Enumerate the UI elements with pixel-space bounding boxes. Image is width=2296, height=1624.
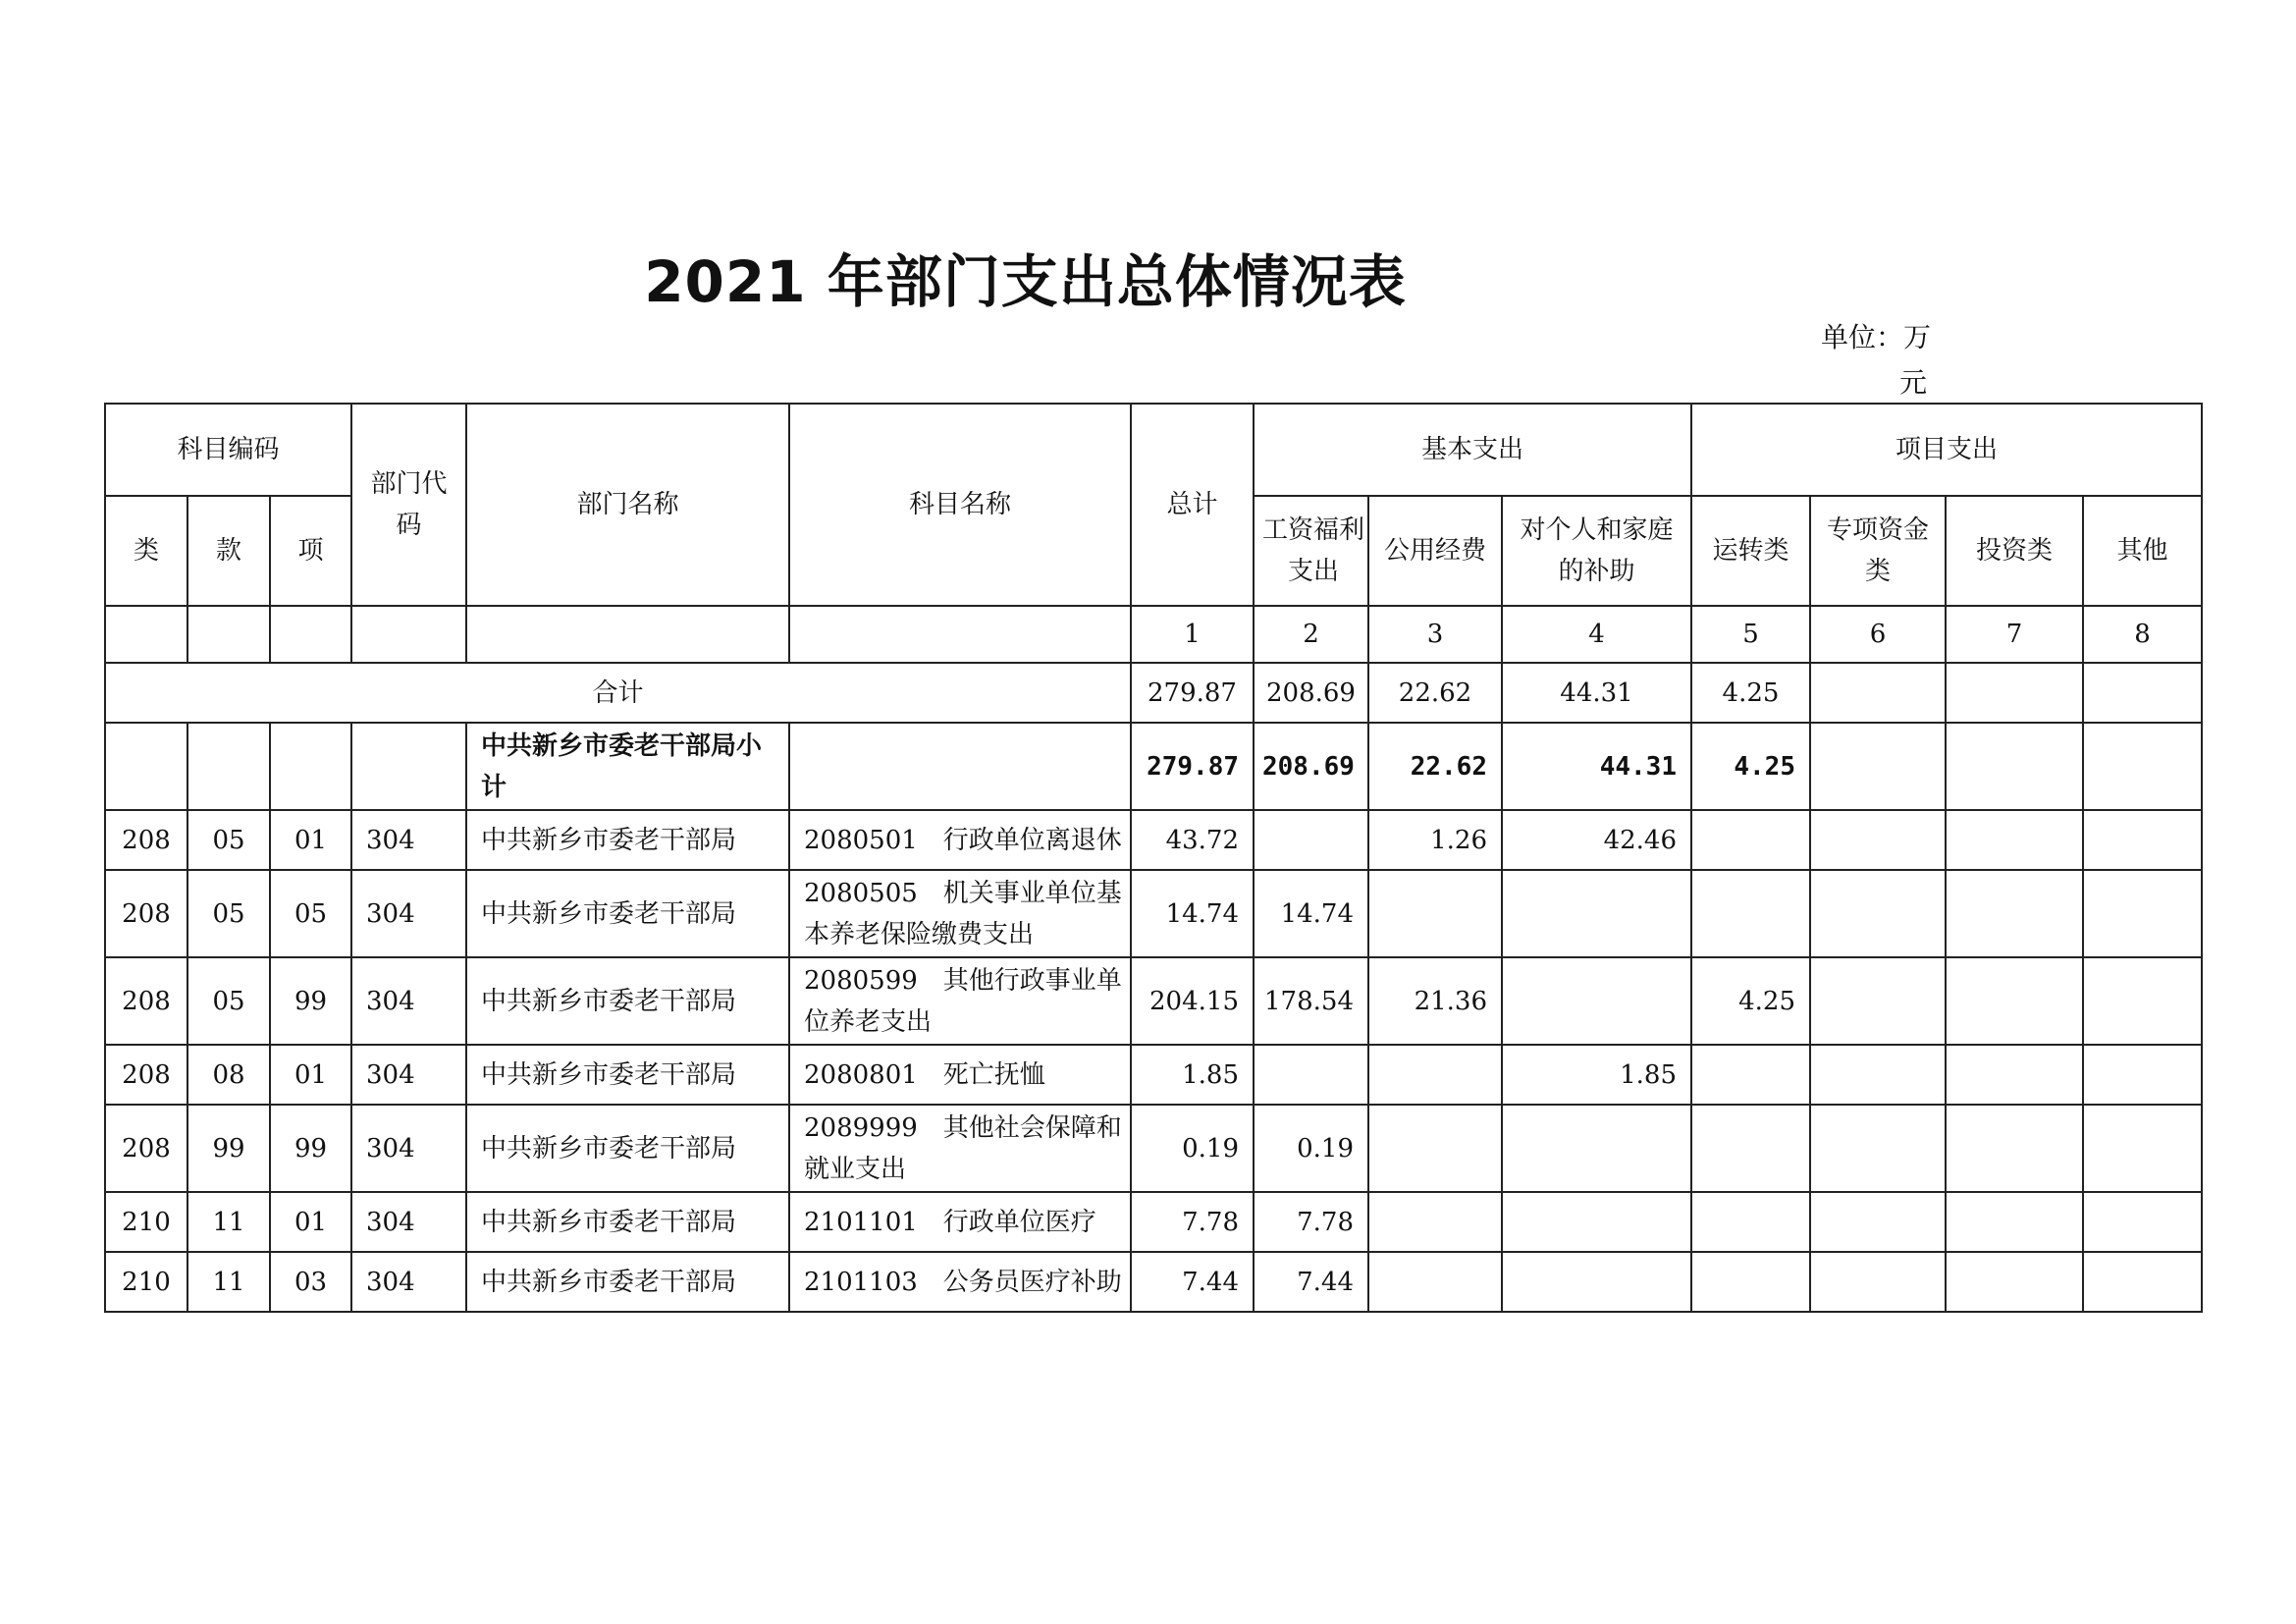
cell-lei: 208 (105, 1045, 187, 1105)
cell-lei: 208 (105, 810, 187, 870)
cell-salary: 0.19 (1254, 1105, 1368, 1192)
cell-kuan: 05 (187, 870, 270, 957)
cell-salary: 7.78 (1254, 1192, 1368, 1252)
header-row-1 (105, 404, 2202, 496)
cell-dept-name: 中共新乡市委老干部局 (466, 1192, 789, 1252)
cell-total: 0.19 (1131, 1105, 1254, 1192)
cell-operation (1691, 1252, 1810, 1312)
cell-operation (1691, 1045, 1810, 1105)
header-lei: 类 (105, 496, 187, 606)
cell-xiang: 03 (270, 1252, 351, 1312)
cell-kuan: 05 (187, 810, 270, 870)
cell-operation (1691, 810, 1810, 870)
cell-total: 14.74 (1131, 870, 1254, 957)
cell-dept-name: 中共新乡市委老干部局 (466, 870, 789, 957)
cell-salary (1254, 1045, 1368, 1105)
cell-operation (1691, 1105, 1810, 1192)
cell-personal (1502, 957, 1691, 1045)
header-subject-name: 科目名称 (789, 404, 1131, 606)
cell-subject-name: 2080801 死亡抚恤 (789, 1045, 1131, 1105)
cell-dept-code: 304 (351, 1045, 466, 1105)
header-public-funds: 公用经费 (1368, 496, 1502, 606)
cell-subject-name: 2089999 其他社会保障和就业支出 (789, 1105, 1131, 1192)
header-other: 其他 (2083, 496, 2202, 606)
header-basic-expenditure: 基本支出 (1254, 404, 1691, 496)
cell-dept-name: 中共新乡市委老干部局 (466, 957, 789, 1045)
cell-xiang: 99 (270, 1105, 351, 1192)
page-title: 2021 年部门支出总体情况表 (644, 248, 1407, 315)
cell-operation (1691, 1192, 1810, 1252)
subtotal-public: 22.62 (1368, 723, 1502, 810)
header-xiang: 项 (270, 496, 351, 606)
cell-public: 1.26 (1368, 810, 1502, 870)
subtotal-label: 中共新乡市委老干部局小计 (466, 723, 789, 810)
cell-dept-code: 304 (351, 1105, 466, 1192)
cell-lei: 208 (105, 1105, 187, 1192)
table-row (105, 1252, 2202, 1312)
table-row (105, 957, 2202, 1045)
index-cell: 2 (1254, 606, 1368, 663)
total-amount: 279.87 (1131, 663, 1254, 723)
expenditure-table (104, 403, 2203, 1313)
cell-total: 204.15 (1131, 957, 1254, 1045)
header-kuan: 款 (187, 496, 270, 606)
cell-total: 7.78 (1131, 1192, 1254, 1252)
cell-dept-name: 中共新乡市委老干部局 (466, 810, 789, 870)
cell-total: 7.44 (1131, 1252, 1254, 1312)
header-dept-code: 部门代码 (351, 404, 466, 606)
cell-kuan: 11 (187, 1192, 270, 1252)
cell-xiang: 01 (270, 810, 351, 870)
total-label: 合计 (105, 663, 1131, 723)
cell-subject-name: 2101101 行政单位医疗 (789, 1192, 1131, 1252)
cell-lei: 208 (105, 870, 187, 957)
cell-dept-code: 304 (351, 957, 466, 1045)
cell-dept-name: 中共新乡市委老干部局 (466, 1105, 789, 1192)
cell-salary: 14.74 (1254, 870, 1368, 957)
cell-kuan: 99 (187, 1105, 270, 1192)
cell-dept-code: 304 (351, 870, 466, 957)
header-personal-subsidy: 对个人和家庭的补助 (1502, 496, 1691, 606)
subtotal-operation: 4.25 (1691, 723, 1810, 810)
unit-label-continued: 元 (1899, 366, 1928, 399)
cell-xiang: 01 (270, 1045, 351, 1105)
cell-dept-name: 中共新乡市委老干部局 (466, 1045, 789, 1105)
cell-dept-name: 中共新乡市委老干部局 (466, 1252, 789, 1312)
header-operation: 运转类 (1691, 496, 1810, 606)
cell-dept-code: 304 (351, 1252, 466, 1312)
subtotal-personal: 44.31 (1502, 723, 1691, 810)
cell-kuan: 05 (187, 957, 270, 1045)
cell-kuan: 11 (187, 1252, 270, 1312)
index-cell: 8 (2083, 606, 2202, 663)
cell-personal (1502, 1252, 1691, 1312)
cell-lei: 208 (105, 957, 187, 1045)
cell-xiang: 01 (270, 1192, 351, 1252)
cell-salary (1254, 810, 1368, 870)
cell-subject-name: 2080505 机关事业单位基本养老保险缴费支出 (789, 870, 1131, 957)
cell-lei: 210 (105, 1192, 187, 1252)
table-row (105, 1045, 2202, 1105)
total-operation: 4.25 (1691, 663, 1810, 723)
cell-public (1368, 870, 1502, 957)
subtotal-row (105, 723, 2202, 810)
cell-xiang: 05 (270, 870, 351, 957)
cell-personal: 42.46 (1502, 810, 1691, 870)
index-cell: 6 (1810, 606, 1946, 663)
header-salary: 工资福利支出 (1254, 496, 1368, 606)
index-cell: 1 (1131, 606, 1254, 663)
cell-salary: 7.44 (1254, 1252, 1368, 1312)
table-row (105, 1105, 2202, 1192)
unit-label: 单位：万 (1821, 321, 1932, 353)
cell-dept-code: 304 (351, 810, 466, 870)
cell-subject-name: 2080599 其他行政事业单位养老支出 (789, 957, 1131, 1045)
cell-total: 43.72 (1131, 810, 1254, 870)
cell-subject-name: 2101103 公务员医疗补助 (789, 1252, 1131, 1312)
index-cell: 5 (1691, 606, 1810, 663)
table-row (105, 1192, 2202, 1252)
cell-public (1368, 1192, 1502, 1252)
cell-public: 21.36 (1368, 957, 1502, 1045)
cell-personal: 1.85 (1502, 1045, 1691, 1105)
header-project-expenditure: 项目支出 (1691, 404, 2202, 496)
header-total: 总计 (1131, 404, 1254, 606)
header-dept-name: 部门名称 (466, 404, 789, 606)
header-investment: 投资类 (1946, 496, 2083, 606)
cell-operation: 4.25 (1691, 957, 1810, 1045)
table-row (105, 810, 2202, 870)
cell-public (1368, 1105, 1502, 1192)
cell-personal (1502, 870, 1691, 957)
cell-total: 1.85 (1131, 1045, 1254, 1105)
index-cell: 4 (1502, 606, 1691, 663)
subtotal-salary: 208.69 (1254, 723, 1368, 810)
index-row (105, 606, 2202, 663)
header-special-funds: 专项资金类 (1810, 496, 1946, 606)
cell-personal (1502, 1192, 1691, 1252)
cell-salary: 178.54 (1254, 957, 1368, 1045)
cell-personal (1502, 1105, 1691, 1192)
index-cell: 3 (1368, 606, 1502, 663)
total-public: 22.62 (1368, 663, 1502, 723)
cell-operation (1691, 870, 1810, 957)
cell-lei: 210 (105, 1252, 187, 1312)
header-subject-code: 科目编码 (105, 404, 351, 496)
cell-public (1368, 1045, 1502, 1105)
subtotal-total: 279.87 (1131, 723, 1254, 810)
table-row (105, 870, 2202, 957)
total-row (105, 663, 2202, 723)
cell-public (1368, 1252, 1502, 1312)
total-salary: 208.69 (1254, 663, 1368, 723)
total-personal: 44.31 (1502, 663, 1691, 723)
index-cell: 7 (1946, 606, 2083, 663)
cell-dept-code: 304 (351, 1192, 466, 1252)
cell-xiang: 99 (270, 957, 351, 1045)
cell-kuan: 08 (187, 1045, 270, 1105)
cell-subject-name: 2080501 行政单位离退休 (789, 810, 1131, 870)
